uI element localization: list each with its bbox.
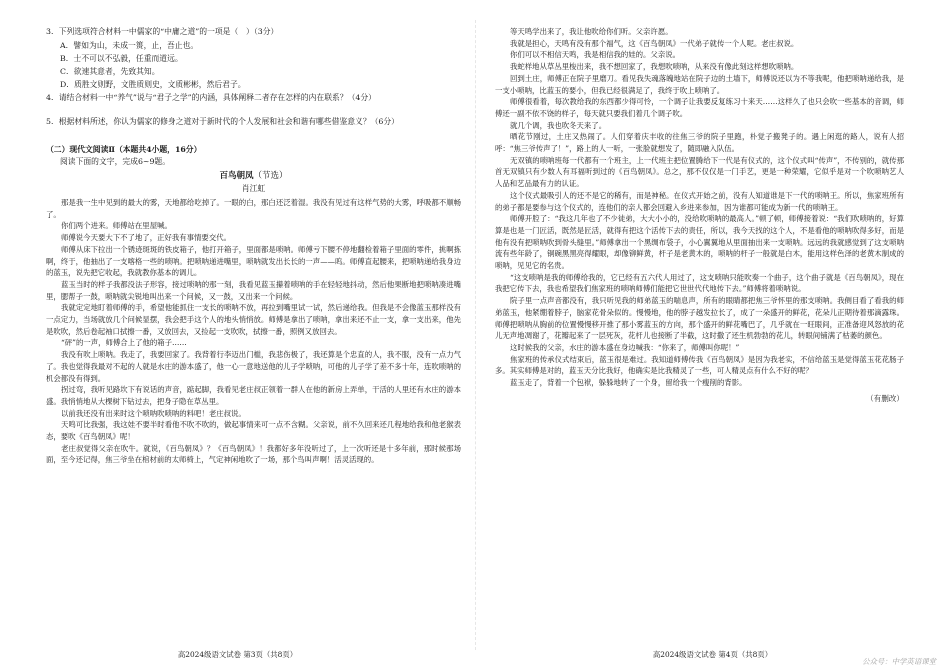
- option-c: C．欲速其意者，先致其知。: [60, 67, 160, 76]
- option-b: B．士不可以不弘毅，任重而道远。: [60, 54, 183, 63]
- paragraph: 师傅开腔了：“我这几年也了不少徒弟，大大小小的，没给吹唢呐的最高人。”顿了顿，师傅接着说：“我们吹唢呐的，好算算是也是一门匠活，既然是匠活，就得有把这个活传下去的责任，所以，我今天找的这个人，不是看他的唢呐吹得多好，而是他有没有把唢呐吹到骨头缝里。”师傅拿出一个黑绸布袋子，小心翼翼地从里面抽出来一支唢呐。远远的我就感觉到了这支唢呐流有些年龄了，铜碗黑黑亮得耀眼，却像铆鲜黄，杆子是老黄木的，唢呐的杆子一般就是白木，能用这样色泽的老黄木制成的唢呐，见见它的名贵。: [495, 214, 904, 271]
- question-4: 4．请结合材料一中“养气”说与“君子之学”的内涵，具体阐释二者存在怎样的内在联系？（4分）: [46, 93, 376, 102]
- question-3: 3．下列选项符合材料一中儒家的“中庸之道”的一项是（ ）（3分）: [46, 27, 279, 36]
- paragraph: 我没有吹上唢呐。我走了，我要回家了。我背着行李迈出门槛，我悲伤极了，我还算是个忠直的人，我不服，没有一点力气了。我也觉得我最对不起的人就是水庄的游本盛了，他一心一意地送他的儿子学唢呐，可他的儿子学了差不多十年，连吹唢呐的机会都没有得到。: [46, 350, 461, 383]
- paragraph: 无双镇的唢呐班每一代都有一个班主，上一代班主把位置腾给下一代是有仪式的，这个仪式叫“传声”，不传别的，就传那首无双镇只有少数人有耳福听到过的《百鸟朝凤》。总之，那不仅仅是一门手艺，更是一种荣耀，它似乎是对一个吹唢呐艺人人品和艺品最有力的认证。: [495, 155, 904, 189]
- option-a: A．譬如为山，未成一篑，止，吾止也。: [60, 41, 199, 50]
- paragraph: 我蛇样地从草丛里梭出来，我不想回家了，我想吹唢呐，从来没有像此刻这样想吹唢呐。: [510, 62, 799, 72]
- abridged-note: （有删改）: [866, 393, 904, 403]
- right-page: [475, 0, 950, 672]
- paragraph: 这个仪式最吸引人的还不是它的稀有，而是神秘。在仪式开始之前，没有人知道谁是下一代的唢呐王。所以，焦家班所有的弟子都是要参与这个仪式的，连他们的亲人都会回避入乡进来参加，因为谁都可能成为新一代的唢呐王。: [495, 190, 904, 212]
- paragraph: 就几个调，我也吹冬天来了。: [510, 120, 607, 130]
- paragraph: 回到土庄，师傅正在院子里磨刀。看见我失魂落魄地站在院子边的土墙下，师傅说还以为不等我呢，他把唢呐递给我，是一支小唢呐，比蓝玉的要小，但我已经很满足了，我终于吹上唢呐了。: [495, 73, 904, 95]
- question-5: 5．根据材料所述，你认为儒家的修身之道对于新时代的个人发展和社会和谐有哪些借鉴意义？（6分）: [46, 117, 399, 126]
- paragraph: 师傅从床下拉出一个锈迹斑斑的铁皮箱子，他打开箱子，里面都是唢呐。师傅亏下腰不停地翻检着箱子里面的零件，挑啊拣啊，终于，他抽出了一支喀格一些的唢呐。把唢呐递进嘴里，唢呐就发出长长的一声——呜。师傅直起腰来，把唢呐递给我身边的蓝玉，说先把它收起，我就教你基本的调儿。: [46, 244, 461, 278]
- paragraph: 以前我还没有出来时这个唢呐吹唢呐的料吧！老庄叔说。: [61, 408, 246, 418]
- paragraph: 你们两个进来。师傅站在里屋喊。: [61, 221, 172, 231]
- paragraph: 师傅很看着，每次教给我的东西都少得可怜，一个调子让我要反复练习十来天……这样久了也只会吹一些基本的音调，师傅还一副不依不饶的样子，每天就只要我们着几个调子吹。: [495, 97, 904, 118]
- paragraph: 晒花节刚过，土庄又热闹了。人们穿着庆丰收的往焦三爷的院子里跑，朴觉子搬凳子的。遇上闲逛的路人，说有人招呼：“焦三爷传声了！”，路上的人一听，一张脸就想发了，随即融入队伍。: [495, 132, 904, 154]
- paragraph: 等天鸣学出来了，我让他吹给你们听。父亲许愿。: [510, 27, 673, 36]
- paragraph: 那是我一生中见到的最大的雾，天地都给吃掉了。一眼的白，那白还泛着湿。我没有见过有这样气势的大雾，呼吸都不顺畅了。: [46, 198, 461, 219]
- paragraph: 你们可以不相信天鸣，我是相信我的娃的。父亲说。: [510, 50, 680, 60]
- paragraph: 院子里一点声音都没有，我只听见我的师弟蓝玉的喘息声，所有的眼睛都把焦三爷怀里的那支唢呐。我侧目看了看我的师弟蓝玉，他紧绷着脖子，脑家花骨朵似的。慢慢地，他的脖子越发拉长了，成了一朵盛开的鲜花，花朵儿正期待着那滴露珠。师傅把唢呐从胸前的位置慢慢移开推了那小雾蓝玉的方向，那个盛开的鲜花嘴巴了，几乎就在一旺眼间，正准备迎风怒放的花儿无声地凋谢了，花瓣起来了一层死灰，花杆儿也接断了半截，这时撒了还生机勃勃的花儿，转眼间铺满了枯萎的颜色。: [495, 296, 904, 341]
- paragraph: 蓝玉走了，背着一个包袱，躲躲地转了一个身，留给我一个瘦削的背影。: [510, 378, 747, 388]
- paragraph: 焦家班的传承仪式结束后，蓝玉很是难过。我知道师傅传我《百鸟朝凤》是因为我老实，不信给蓝玉是觉得蓝玉花花肠子多。其实师傅是对的，蓝玉天分比我好，他确实是比我精灵了一些，可人精灵点有什么不好的呢？: [495, 354, 904, 376]
- page-footer-right: 高2024级语文试卷 第4页（共8页）: [652, 650, 773, 659]
- passage-title-main: 百鸟朝凤: [219, 171, 254, 181]
- paragraph: “砰”的一声，师傅合上了他的箱子……: [61, 338, 187, 348]
- paragraph: 天鸣可比我强，我这娃不要半时看他不吹不吹的，做起事情来可一点不含糊。父亲说，前不久回来还几程地给我和他老猴表态，要吹《百鸟朝凤》呢！: [46, 420, 461, 442]
- passage-title-sub: （节选）: [253, 171, 288, 181]
- paragraph: 我就是担心，天鸣有没有那个福气，这《百鸟朝凤》一代弟子就传一个人呢。老庄叔说。: [510, 38, 799, 48]
- page-footer-left: 高2024级语文试卷 第3页（共8页）: [177, 650, 298, 659]
- paragraph: 拐过弯，我听见路坎下有说话的声音，踮起脚，我看见老庄叔正领着一群人在他的新房上弄单，干活的人里还有水庄的游本盛。我悄悄地从大棵树下钻过去，把身子隐在草丛里。: [46, 385, 461, 406]
- paragraph: 我就定定地盯着师傅的手，希望他能抓住一支长的唢呐不放，再拉到嘴里试一试，然后递给我。但我是不会像蓝玉那样没有一点定力，当场就放几个问候显摆，我会把手这个人的地头悄悄放。师傅是拿出了唢呐，拿出来还不止一支，拿一支出来，他先是吹吹，然后卷起袖口拭擦一番，又放回去，又捡起一支吹吹，拭擦一番，照例又放回去。: [46, 303, 461, 336]
- paragraph: 蓝玉当时的样子我都没法子形容，接过唢呐的那一刻，我看见蓝玉攥着唢呐的手在轻轻地抖动，然后他果断地把唢呐凑进嘴里，腮帮子一鼓，唢呐就尖锐地叫出来一个问候，又一鼓，又出来一个问候。: [46, 279, 461, 301]
- paragraph: 老庄叔觉得父亲在吹牛。就说，《百鸟朝凤》？《百鸟朝凤》！我都好多年没听过了，上一次听还是十多年前，那时候那场面，至今还记得，焦三爷坐在棺材前的太师椅上，气定神闲地吹了一场，那个鸟叫声啊！活灵活现的。: [46, 443, 461, 465]
- watermark: 公众号：中学英语课堂: [862, 657, 936, 666]
- paragraph: 这时候我的父亲，水庄的游本盛在身边喊我：“你来了，师傅叫你呢！”: [510, 342, 740, 352]
- paragraph: “这支唢呐是我的师傅给我的，它已经有五六代人用过了，这支唢呐只能吹奏一个曲子，这个曲子就是《百鸟朝凤》，现在我把它传下去，我也希望我们焦家班的唢呐师傅们能把它世世代代地传下去。”师傅将着唢呐说。: [495, 272, 904, 294]
- option-d: D．质胜文则野，文胜质则史，文质彬彬，然后君子。: [60, 80, 246, 89]
- section-heading: （二）现代文阅读Ⅱ（本题共4小题，16分）: [46, 145, 202, 154]
- passage-author: 肖江虹: [241, 184, 266, 193]
- paragraph: 师傅说今天要大下不了地了，正好我有事情要交代。: [61, 233, 231, 243]
- reading-instructions: 阅读下面的文字，完成6~9题。: [60, 157, 171, 166]
- passage-title: [46, 170, 461, 183]
